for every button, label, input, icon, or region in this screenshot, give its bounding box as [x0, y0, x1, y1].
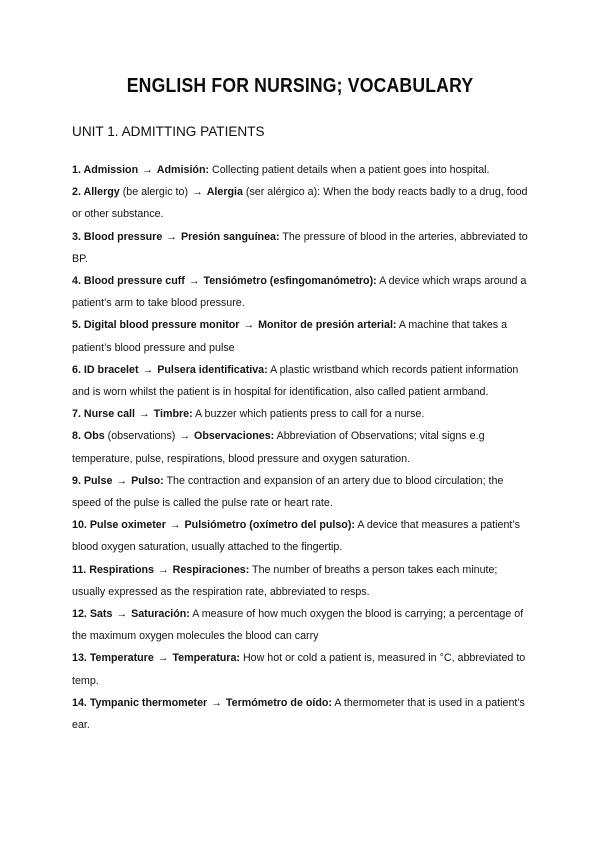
entry-translation: Alergia	[206, 186, 243, 199]
entry-term: 14. Tympanic thermometer	[72, 696, 208, 709]
entry-term-note: (be alergic to)	[119, 186, 189, 199]
vocabulary-entry	[72, 647, 528, 691]
entry-definition: A measure of how much oxygen the blood is carrying; a percentage of the maximum oxygen molecules the blood can carry	[72, 608, 524, 643]
vocabulary-entry	[72, 559, 528, 603]
entry-translation: Presión sanguínea:	[180, 230, 280, 243]
arrow-right-icon: →	[169, 519, 181, 532]
entry-translation: Saturación:	[131, 608, 190, 621]
entry-translation: Monitor de presión arterial:	[258, 319, 397, 332]
entry-definition: A device that measures a patient’s blood oxygen saturation, usually attached to the fingertip.	[72, 519, 520, 554]
entry-definition: A thermometer that is used in a patient’s ear.	[72, 696, 525, 732]
vocabulary-list	[72, 159, 528, 736]
vocabulary-entry	[72, 270, 528, 314]
entry-term: 1. Admission	[72, 164, 139, 176]
entry-translation: Pulsiómetro (oxímetro del pulso):	[184, 519, 355, 532]
entry-term: 5. Digital blood pressure monitor	[72, 319, 240, 332]
vocabulary-entry	[72, 226, 528, 270]
vocabulary-entry	[72, 603, 528, 647]
entry-definition: Collecting patient details when a patient goes into hospital.	[212, 164, 490, 176]
entry-translation: Termómetro de oído:	[225, 696, 332, 709]
entry-definition: The number of breaths a person takes each minute; usually expressed as the respiration rate, abbreviated to resps.	[72, 563, 498, 598]
entry-translation: Timbre:	[153, 408, 193, 421]
entry-definition: A machine that takes a patient’s blood pressure and pulse	[72, 319, 508, 354]
arrow-right-icon: →	[166, 230, 177, 243]
entry-definition: A buzzer which patients press to call for a nurse.	[195, 408, 425, 421]
arrow-right-icon: →	[142, 363, 154, 376]
vocabulary-entry	[72, 425, 528, 469]
entry-term: 13. Temperature	[72, 652, 154, 665]
entry-translation: Admisión:	[156, 164, 210, 176]
entry-definition: Abbreviation of Observations; vital signs e.g temperature, pulse, respirations, blood pressure and oxygen saturation.	[72, 430, 485, 465]
entry-definition: The contraction and expansion of an artery due to blood circulation; the speed of the pulse is called the pulse rate or heart rate.	[72, 474, 504, 510]
entry-term: 12. Sats	[72, 608, 113, 621]
entry-term: 9. Pulse	[72, 474, 113, 487]
entry-definition: A device which wraps around a patient’s arm to take blood pressure.	[72, 275, 527, 310]
entry-term: 7. Nurse call	[72, 408, 135, 421]
arrow-right-icon: →	[116, 608, 128, 621]
entry-term: 6. ID bracelet	[72, 363, 139, 376]
entry-translation: Pulso:	[131, 474, 164, 487]
entry-translation: Temperatura:	[172, 652, 240, 665]
vocabulary-entry	[72, 159, 528, 181]
arrow-right-icon: →	[157, 652, 169, 665]
entry-definition: A plastic wristband which records patient information and is worn whilst the patient is in hospital for identification, also called patient armband.	[72, 363, 519, 399]
entry-term: 8. Obs	[72, 430, 105, 443]
entry-term: 2. Allergy	[72, 186, 120, 199]
entry-translation: Respiraciones:	[172, 563, 250, 576]
entry-translation-note: (ser alérgico a):	[242, 186, 321, 199]
unit-heading: UNIT 1. ADMITTING PATIENTS	[72, 124, 265, 139]
vocabulary-entry	[72, 470, 528, 514]
vocabulary-entry	[72, 514, 528, 558]
arrow-right-icon: →	[179, 430, 191, 443]
entry-term: 3. Blood pressure	[72, 230, 163, 243]
entry-definition: How hot or cold a patient is, measured in °C, abbreviated to temp.	[72, 652, 526, 687]
entry-term-note: (observations)	[104, 430, 176, 443]
arrow-right-icon: →	[142, 164, 153, 176]
entry-translation: Pulsera identificativa:	[157, 363, 268, 376]
arrow-right-icon: →	[138, 408, 150, 421]
entry-translation: Observaciones:	[194, 430, 275, 443]
vocabulary-entry	[72, 359, 528, 403]
arrow-right-icon: →	[192, 186, 203, 199]
document-title: ENGLISH FOR NURSING; VOCABULARY	[126, 74, 474, 97]
arrow-right-icon: →	[243, 319, 255, 332]
arrow-right-icon: →	[157, 563, 169, 576]
vocabulary-entry	[72, 692, 528, 736]
entry-term: 11. Respirations	[72, 563, 154, 576]
entry-translation: Tensiómetro (esfingomanómetro):	[203, 275, 377, 288]
entry-definition: When the body reacts badly to a drug, food or other substance.	[72, 186, 528, 221]
vocabulary-entry	[72, 181, 528, 225]
vocabulary-entry	[72, 314, 528, 358]
arrow-right-icon: →	[188, 275, 200, 288]
arrow-right-icon: →	[211, 696, 222, 709]
entry-definition: The pressure of blood in the arteries, abbreviated to BP.	[72, 230, 528, 265]
entry-term: 10. Pulse oximeter	[72, 519, 166, 532]
vocabulary-entry	[72, 403, 528, 425]
entry-term: 4. Blood pressure cuff	[72, 275, 185, 288]
arrow-right-icon: →	[116, 474, 128, 487]
